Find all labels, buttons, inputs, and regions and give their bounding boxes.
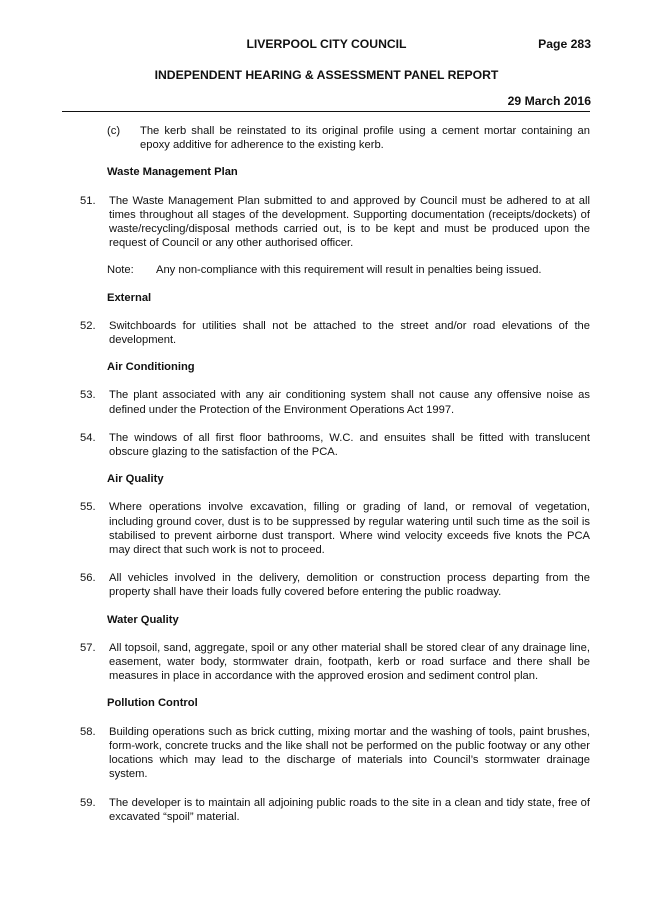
condition-text: Building operations such as brick cutting, mixing mortar and the washing of tools, paint brushes, form-work, concrete trucks and the like shall not be performed on the public footway or any other locations which may lead to the discharge of materials into Council’s stormwater drainage system. <box>109 725 590 781</box>
condition-number: 59. <box>80 796 96 809</box>
condition-51 <box>80 194 590 251</box>
section-heading-water-quality: Water Quality <box>107 613 179 626</box>
condition-59 <box>80 796 590 824</box>
condition-text: The plant associated with any air conditioning system shall not cause any offensive noise as defined under the Protection of the Environment Operations Act 1997. <box>109 389 590 416</box>
subclause-label: (c) <box>107 125 121 137</box>
condition-54 <box>80 431 590 459</box>
report-date: 29 March 2016 <box>507 94 591 108</box>
condition-52 <box>80 319 590 347</box>
section-heading-waste: Waste Management Plan <box>107 166 238 179</box>
note-text: Any non-compliance with this requirement will result in penalties being issued. <box>156 264 542 277</box>
condition-number: 52. <box>80 319 96 332</box>
section-heading-pollution-control: Pollution Control <box>107 697 198 710</box>
council-name: LIVERPOOL CITY COUNCIL <box>246 37 407 51</box>
page-number: Page 283 <box>538 37 591 51</box>
condition-number: 54. <box>80 431 96 444</box>
condition-number: 51. <box>80 194 96 207</box>
condition-text: Switchboards for utilities shall not be attached to the street and/or road elevations of the development. <box>109 319 590 347</box>
condition-number: 56. <box>80 572 96 585</box>
document-body <box>80 124 590 824</box>
subclause-text: The kerb shall be reinstated to its original profile using a cement mortar containing an epoxy additive for adherence to the existing kerb. <box>140 125 590 152</box>
condition-text: The windows of all first floor bathrooms, W.C. and ensuites shall be fitted with translucent obscure glazing to the satisfaction of the PCA. <box>109 431 590 459</box>
section-heading-external: External <box>107 291 152 304</box>
condition-text: The developer is to maintain all adjoining public roads to the site in a clean and tidy state, free of excavated “spoil” material. <box>109 796 590 823</box>
note-label: Note: <box>107 264 134 277</box>
condition-55 <box>80 500 590 557</box>
condition-text: All vehicles involved in the delivery, demolition or construction process departing from the property shall have their loads fully covered before entering the public roadway. <box>109 572 590 599</box>
condition-number: 53. <box>80 389 96 402</box>
section-heading-air-conditioning: Air Conditioning <box>107 361 195 374</box>
report-title: INDEPENDENT HEARING & ASSESSMENT PANEL REPORT <box>154 68 499 82</box>
condition-text: Where operations involve excavation, filling or grading of land, or removal of vegetation, including ground cover, dust is to be suppressed by regular watering until such time as the soil is stabilised to prevent airborne dust transport. Where wind velocity exceeds five knots the PCA may direct that such work is not to proceed. <box>109 501 590 557</box>
condition-57 <box>80 641 590 684</box>
condition-number: 58. <box>80 725 96 738</box>
condition-58 <box>80 725 590 782</box>
condition-subclause-c <box>80 124 590 152</box>
condition-56 <box>80 571 590 599</box>
condition-53 <box>80 388 590 416</box>
header-divider <box>62 111 590 112</box>
section-heading-air-quality: Air Quality <box>107 473 164 486</box>
condition-text: The Waste Management Plan submitted to and approved by Council must be adhered to at all times throughout all stages of the development. Supporting documentation (receipts/dockets) of waste/recycling/disposal methods carried out, is to be kept and must be produced upon the request of Council or any other authorised officer. <box>109 194 590 250</box>
note <box>80 263 590 277</box>
condition-text: All topsoil, sand, aggregate, spoil or any other material shall be stored clear of any drainage line, easement, water body, stormwater drain, footpath, kerb or road surface and there shall be measures in place in accordance with the approved erosion and sediment control plan. <box>109 641 590 683</box>
condition-number: 57. <box>80 641 96 654</box>
condition-number: 55. <box>80 501 96 514</box>
